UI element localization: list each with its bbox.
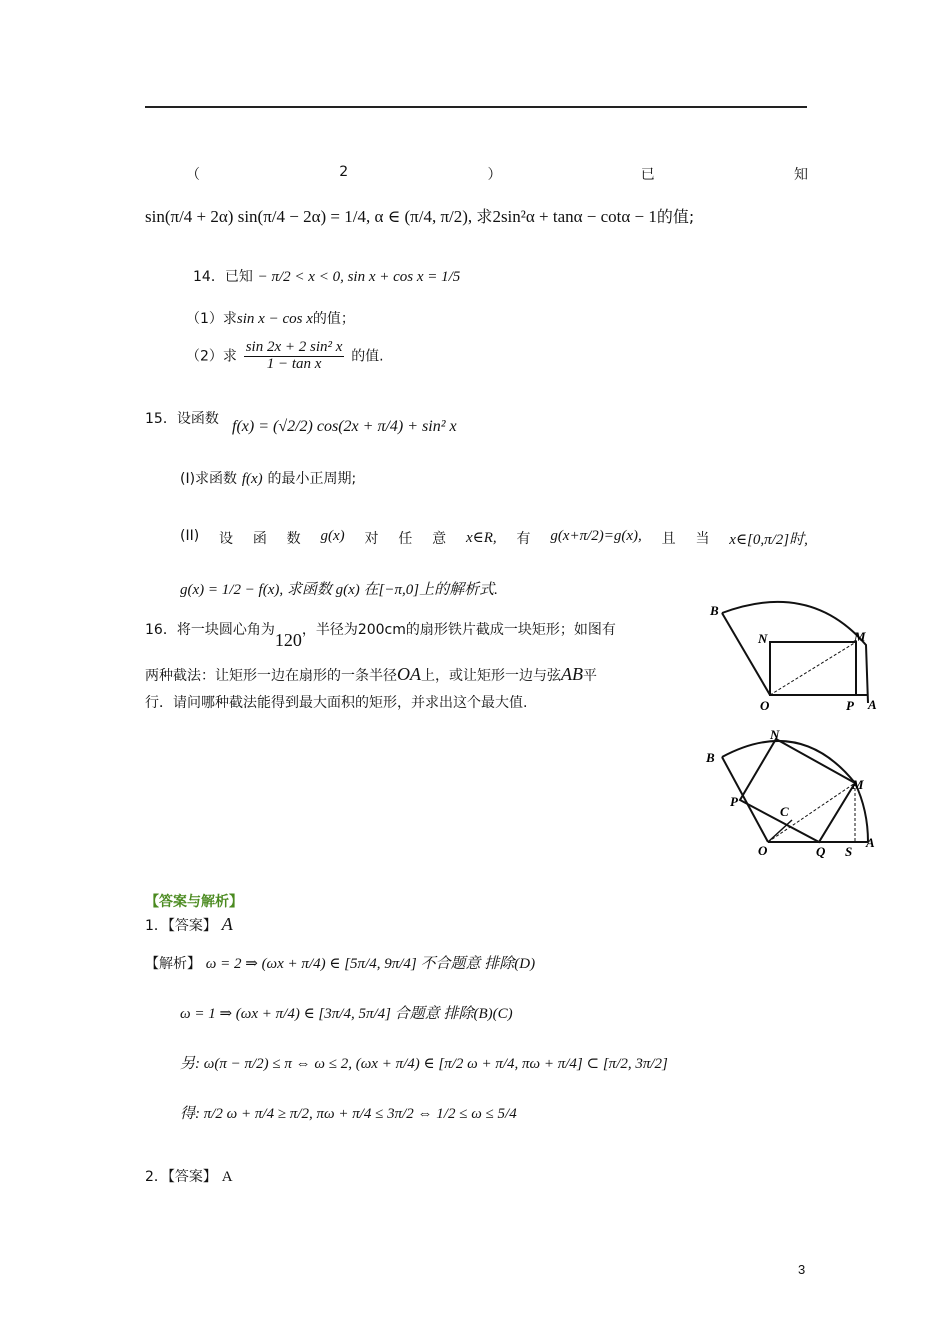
fig1-label-m: M — [854, 629, 866, 644]
q15-label: 15．设函数 — [145, 411, 219, 427]
analysis-line-3: 另: ω(π − π/2) ≤ π ⇔ ω ≤ 2, (ωx + π/4) ∈ [π/2 ω + π/4, πω + π/4] ⊂ [π/2, 3π/2] — [180, 1056, 668, 1072]
q13-ask-expr: 2sin²α + tanα − cotα − 1 — [492, 207, 657, 226]
q15-part2-line2: g(x) = 1/2 − f(x), 求函数 g(x) 在[−π,0]上的解析式. — [180, 582, 498, 598]
answers-heading: 【答案与解析】 — [145, 894, 243, 910]
sector-figure-2 — [700, 725, 885, 865]
fig1-label-a: A — [868, 697, 877, 712]
q13-part2-equation: sin(π/4 + 2α) sin(π/4 − 2α) = 1/4, α ∈ (π/4, π/2), 求2sin²α + tanα − cotα − 1的值; — [145, 207, 695, 226]
fig2-label-b: B — [706, 750, 715, 765]
fig2-label-n: N — [770, 727, 780, 742]
fig1-label-o: O — [760, 698, 770, 713]
fig2-label-p: P — [730, 794, 738, 809]
q15-part2-line1: (II) 设 函 数 g(x) 对 任 意 x∈R, 有 g(x+π/2)=g(x), 且 当 x∈[0,π/2]时, — [180, 528, 808, 548]
fig2-label-s: S — [845, 844, 853, 859]
header-rule — [145, 106, 807, 108]
answer-2: 2．【答案】 A — [145, 1169, 233, 1185]
q14-part2-fraction: $\frac{\text{sin 2x + 2 sin² x}}{\text{1 − tan x}}$ — [245, 339, 343, 372]
q14-statement: 14．已知 − π/2 < x < 0, sin x + cos x = 1/5 — [193, 269, 461, 285]
analysis-line-1: 【解析】 ω = 2 ⇒ (ωx + π/4) ∈ [5π/4, 9π/4] 不合题意 排除(D) — [145, 956, 536, 972]
q13-part2-label: （ 2 ） 已 知 — [186, 164, 808, 183]
q14-part1: （1）求sin x − cos x的值； — [186, 311, 355, 327]
q16-line2: 两种截法：让矩形一边在扇形的一条半径OA上，或让矩形一边与弦AB平 — [145, 664, 597, 684]
fig1-label-n: N — [758, 631, 768, 646]
answer-1: 1．【答案】 A — [145, 914, 233, 934]
fig1-label-p: P — [846, 698, 854, 713]
fig2-label-o: O — [758, 843, 768, 858]
q16-line1: 16．将一块圆心角为120，半径为200cm的扇形铁片截成一块矩形；如图有 — [145, 622, 616, 650]
analysis-line-2: ω = 1 ⇒ (ωx + π/4) ∈ [3π/4, 5π/4] 合题意 排除(B)(C) — [180, 1006, 513, 1022]
sector-figure-1 — [700, 595, 885, 720]
fig2-label-a: A — [866, 835, 875, 850]
analysis-line-4: 得: π/2 ω + π/4 ≥ π/2, πω + π/4 ≤ 3π/2 ⇔ 1/2 ≤ ω ≤ 5/4 — [180, 1106, 517, 1122]
q14-condition: − π/2 < x < 0, sin x + cos x = 1/5 — [257, 269, 461, 285]
page-number: 3 — [798, 1262, 806, 1277]
q15-function: f(x) = (√2/2) cos(2x + π/4) + sin² x — [232, 418, 457, 435]
fig2-label-c: C — [780, 804, 789, 819]
fig1-label-b: B — [710, 603, 719, 618]
q13-given: sin(π/4 + 2α) sin(π/4 − 2α) = 1/4, α ∈ (π/4, π/2) — [145, 207, 468, 226]
q14-part2: （2）求 $\frac{\text{sin 2x + 2 sin² x}}{\text{1 − tan x}}$ 的值. — [186, 339, 384, 372]
fig2-label-q: Q — [816, 844, 826, 859]
q15-part1: (I)求函数 f(x) 的最小正周期; — [180, 471, 357, 487]
q16-line3: 行．请问哪种截法能得到最大面积的矩形，并求出这个最大值. — [145, 695, 528, 711]
fig2-label-m: M — [852, 777, 864, 792]
